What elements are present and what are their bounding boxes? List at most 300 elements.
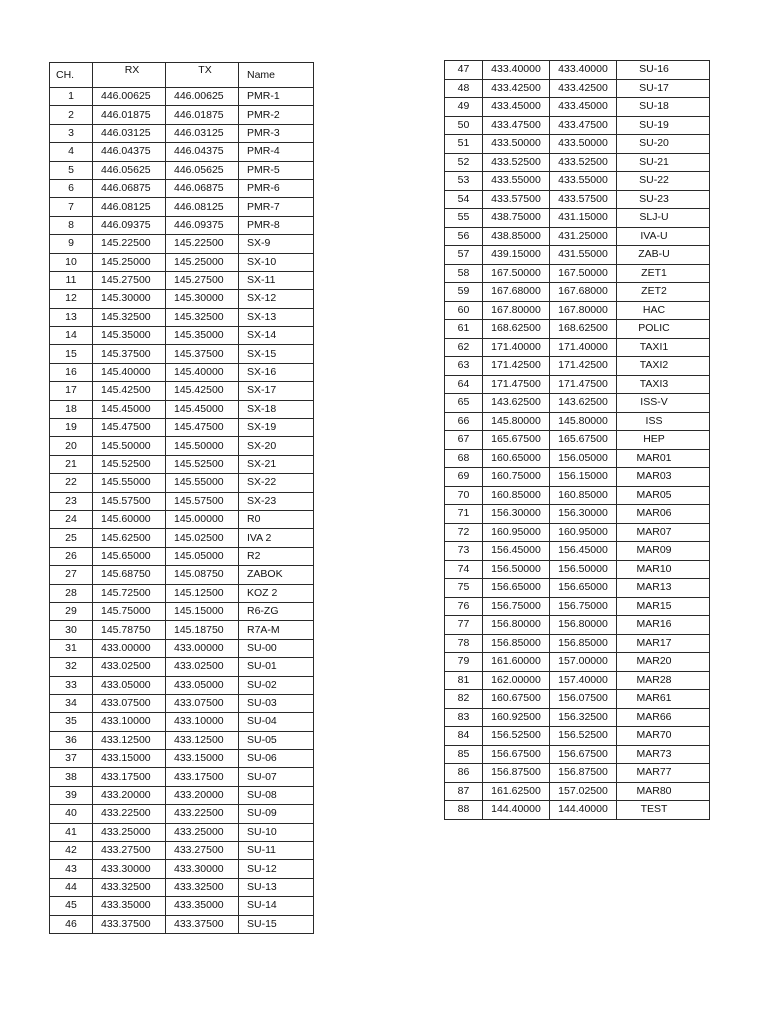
tx-cell: 145.27500 <box>166 271 239 289</box>
name-cell: SX-21 <box>239 455 314 473</box>
rx-cell: 433.02500 <box>93 658 166 676</box>
rx-cell: 156.45000 <box>483 542 550 561</box>
tx-cell: 433.35000 <box>166 897 239 915</box>
name-cell: SX-23 <box>239 492 314 510</box>
rx-cell: 433.17500 <box>93 768 166 786</box>
table-row <box>445 579 710 598</box>
rx-cell: 145.57500 <box>93 492 166 510</box>
tx-cell: 157.02500 <box>550 782 617 801</box>
table-row <box>445 246 710 265</box>
channel-cell: 28 <box>50 584 93 602</box>
channel-cell: 4 <box>50 143 93 161</box>
rx-cell: 145.25000 <box>93 253 166 271</box>
tx-cell: 433.15000 <box>166 750 239 768</box>
name-cell: MAR15 <box>617 597 710 616</box>
table-row <box>50 860 314 878</box>
channel-cell: 57 <box>445 246 483 265</box>
tx-cell: 145.45000 <box>166 400 239 418</box>
rx-cell: 160.92500 <box>483 708 550 727</box>
channel-cell: 9 <box>50 235 93 253</box>
name-cell: MAR09 <box>617 542 710 561</box>
table-row <box>50 621 314 639</box>
name-cell: MAR77 <box>617 764 710 783</box>
rx-cell: 145.32500 <box>93 308 166 326</box>
tx-cell: 433.37500 <box>166 915 239 933</box>
rx-cell: 171.47500 <box>483 375 550 394</box>
tx-cell: 446.03125 <box>166 124 239 142</box>
tx-cell: 144.40000 <box>550 801 617 820</box>
rx-cell: 145.52500 <box>93 455 166 473</box>
tx-cell: 156.45000 <box>550 542 617 561</box>
table-row <box>50 290 314 308</box>
name-cell: R0 <box>239 510 314 528</box>
channel-cell: 71 <box>445 505 483 524</box>
name-cell: MAR20 <box>617 653 710 672</box>
table-row <box>445 98 710 117</box>
tx-cell: 446.04375 <box>166 143 239 161</box>
table-row <box>445 79 710 98</box>
rx-cell: 145.80000 <box>483 412 550 431</box>
table-row <box>445 172 710 191</box>
name-cell: SX-18 <box>239 400 314 418</box>
name-cell: SX-17 <box>239 382 314 400</box>
name-cell: MAR13 <box>617 579 710 598</box>
rx-cell: 446.06875 <box>93 179 166 197</box>
channel-cell: 38 <box>50 768 93 786</box>
name-cell: SU-15 <box>239 915 314 933</box>
rx-cell: 161.60000 <box>483 653 550 672</box>
name-cell: R2 <box>239 547 314 565</box>
channel-cell: 70 <box>445 486 483 505</box>
table-row <box>445 634 710 653</box>
name-cell: SU-11 <box>239 842 314 860</box>
table-row <box>50 529 314 547</box>
table-row <box>445 190 710 209</box>
tx-cell: 433.45000 <box>550 98 617 117</box>
channel-cell: 3 <box>50 124 93 142</box>
name-cell: PMR-1 <box>239 88 314 106</box>
channel-cell: 26 <box>50 547 93 565</box>
table-row <box>50 400 314 418</box>
channel-cell: 49 <box>445 98 483 117</box>
rx-cell: 145.30000 <box>93 290 166 308</box>
table-row <box>50 823 314 841</box>
tx-cell: 145.52500 <box>166 455 239 473</box>
tx-cell: 145.25000 <box>166 253 239 271</box>
rx-cell: 433.47500 <box>483 116 550 135</box>
channel-cell: 44 <box>50 878 93 896</box>
table-row <box>50 713 314 731</box>
table-row <box>50 897 314 915</box>
rx-cell: 433.27500 <box>93 842 166 860</box>
rx-cell: 433.25000 <box>93 823 166 841</box>
rx-cell: 145.72500 <box>93 584 166 602</box>
tx-cell: 167.68000 <box>550 283 617 302</box>
channel-cell: 81 <box>445 671 483 690</box>
name-cell: SX-15 <box>239 345 314 363</box>
channel-cell: 11 <box>50 271 93 289</box>
table-row <box>445 394 710 413</box>
rx-cell: 433.12500 <box>93 731 166 749</box>
header-name: Name <box>239 63 314 88</box>
name-cell: IVA-U <box>617 227 710 246</box>
rx-cell: 145.42500 <box>93 382 166 400</box>
table-row <box>445 560 710 579</box>
rx-cell: 143.62500 <box>483 394 550 413</box>
table-row <box>50 143 314 161</box>
tx-cell: 145.55000 <box>166 474 239 492</box>
channel-cell: 35 <box>50 713 93 731</box>
rx-cell: 433.20000 <box>93 786 166 804</box>
table-row <box>50 510 314 528</box>
table-row <box>50 878 314 896</box>
name-cell: TAXI3 <box>617 375 710 394</box>
channel-cell: 21 <box>50 455 93 473</box>
tx-cell: 433.02500 <box>166 658 239 676</box>
tx-cell: 433.25000 <box>166 823 239 841</box>
tx-cell: 157.40000 <box>550 671 617 690</box>
name-cell: SU-09 <box>239 805 314 823</box>
name-cell: SU-23 <box>617 190 710 209</box>
tx-cell: 145.12500 <box>166 584 239 602</box>
channel-cell: 29 <box>50 602 93 620</box>
rx-cell: 145.75000 <box>93 602 166 620</box>
table-row <box>50 179 314 197</box>
name-cell: ZAB-U <box>617 246 710 265</box>
name-cell: SX-12 <box>239 290 314 308</box>
rx-cell: 433.32500 <box>93 878 166 896</box>
tx-cell: 446.00625 <box>166 88 239 106</box>
channel-cell: 50 <box>445 116 483 135</box>
channel-cell: 58 <box>445 264 483 283</box>
rx-cell: 433.35000 <box>93 897 166 915</box>
channel-cell: 72 <box>445 523 483 542</box>
channel-cell: 24 <box>50 510 93 528</box>
rx-cell: 165.67500 <box>483 431 550 450</box>
channel-cell: 30 <box>50 621 93 639</box>
rx-cell: 433.22500 <box>93 805 166 823</box>
rx-cell: 446.03125 <box>93 124 166 142</box>
tx-cell: 446.05625 <box>166 161 239 179</box>
rx-cell: 433.30000 <box>93 860 166 878</box>
name-cell: MAR01 <box>617 449 710 468</box>
table-row <box>50 768 314 786</box>
tx-cell: 156.75000 <box>550 597 617 616</box>
tx-cell: 156.07500 <box>550 690 617 709</box>
rx-cell: 145.60000 <box>93 510 166 528</box>
rx-cell: 145.78750 <box>93 621 166 639</box>
channel-cell: 27 <box>50 566 93 584</box>
channel-cell: 76 <box>445 597 483 616</box>
tx-cell: 145.80000 <box>550 412 617 431</box>
channel-cell: 23 <box>50 492 93 510</box>
table-row <box>445 357 710 376</box>
channel-cell: 73 <box>445 542 483 561</box>
channel-cell: 43 <box>50 860 93 878</box>
table-row <box>445 153 710 172</box>
table-row <box>50 547 314 565</box>
channel-cell: 68 <box>445 449 483 468</box>
header-tx: TX <box>166 63 239 88</box>
tx-cell: 171.40000 <box>550 338 617 357</box>
rx-cell: 167.50000 <box>483 264 550 283</box>
table-row <box>50 602 314 620</box>
name-cell: SU-16 <box>617 61 710 80</box>
table-row <box>445 468 710 487</box>
table-row <box>445 320 710 339</box>
name-cell: SU-17 <box>617 79 710 98</box>
rx-cell: 433.57500 <box>483 190 550 209</box>
channel-cell: 19 <box>50 419 93 437</box>
table-row <box>50 124 314 142</box>
rx-cell: 433.55000 <box>483 172 550 191</box>
channel-cell: 66 <box>445 412 483 431</box>
name-cell: SU-14 <box>239 897 314 915</box>
channel-table-left <box>49 62 314 934</box>
tx-cell: 156.65000 <box>550 579 617 598</box>
tx-cell: 167.80000 <box>550 301 617 320</box>
table-header-row <box>50 63 314 88</box>
tx-cell: 145.05000 <box>166 547 239 565</box>
rx-cell: 433.05000 <box>93 676 166 694</box>
name-cell: ZET2 <box>617 283 710 302</box>
rx-cell: 160.67500 <box>483 690 550 709</box>
channel-cell: 84 <box>445 727 483 746</box>
rx-cell: 171.40000 <box>483 338 550 357</box>
rx-cell: 156.75000 <box>483 597 550 616</box>
channel-cell: 42 <box>50 842 93 860</box>
name-cell: SX-20 <box>239 437 314 455</box>
name-cell: SX-10 <box>239 253 314 271</box>
rx-cell: 145.55000 <box>93 474 166 492</box>
channel-cell: 67 <box>445 431 483 450</box>
table-row <box>50 345 314 363</box>
name-cell: PMR-8 <box>239 216 314 234</box>
tx-cell: 145.37500 <box>166 345 239 363</box>
tx-cell: 433.22500 <box>166 805 239 823</box>
tx-cell: 446.08125 <box>166 198 239 216</box>
channel-cell: 40 <box>50 805 93 823</box>
rx-cell: 438.85000 <box>483 227 550 246</box>
channel-cell: 33 <box>50 676 93 694</box>
tx-cell: 156.30000 <box>550 505 617 524</box>
name-cell: SU-13 <box>239 878 314 896</box>
table-row <box>50 750 314 768</box>
rx-cell: 433.10000 <box>93 713 166 731</box>
name-cell: IVA 2 <box>239 529 314 547</box>
channel-cell: 6 <box>50 179 93 197</box>
table-row <box>50 419 314 437</box>
channel-cell: 8 <box>50 216 93 234</box>
table-row <box>445 283 710 302</box>
name-cell: PMR-2 <box>239 106 314 124</box>
rx-cell: 433.52500 <box>483 153 550 172</box>
channel-cell: 54 <box>445 190 483 209</box>
tx-cell: 171.42500 <box>550 357 617 376</box>
channel-cell: 37 <box>50 750 93 768</box>
rx-cell: 145.40000 <box>93 363 166 381</box>
rx-cell: 446.00625 <box>93 88 166 106</box>
name-cell: PMR-4 <box>239 143 314 161</box>
name-cell: SU-20 <box>617 135 710 154</box>
table-row <box>50 584 314 602</box>
tx-cell: 433.07500 <box>166 694 239 712</box>
channel-cell: 12 <box>50 290 93 308</box>
name-cell: MAR03 <box>617 468 710 487</box>
rx-cell: 145.35000 <box>93 327 166 345</box>
table-row <box>50 106 314 124</box>
tx-cell: 145.08750 <box>166 566 239 584</box>
table-row <box>50 235 314 253</box>
tx-cell: 156.32500 <box>550 708 617 727</box>
channel-cell: 79 <box>445 653 483 672</box>
table-row <box>445 264 710 283</box>
name-cell: MAR73 <box>617 745 710 764</box>
name-cell: KOZ 2 <box>239 584 314 602</box>
tx-cell: 433.52500 <box>550 153 617 172</box>
channel-cell: 17 <box>50 382 93 400</box>
rx-cell: 446.01875 <box>93 106 166 124</box>
table-row <box>445 412 710 431</box>
table-row <box>50 455 314 473</box>
name-cell: MAR17 <box>617 634 710 653</box>
rx-cell: 145.62500 <box>93 529 166 547</box>
channel-cell: 83 <box>445 708 483 727</box>
rx-cell: 171.42500 <box>483 357 550 376</box>
tx-cell: 446.06875 <box>166 179 239 197</box>
table-row <box>50 566 314 584</box>
name-cell: HEP <box>617 431 710 450</box>
tx-cell: 433.10000 <box>166 713 239 731</box>
channel-cell: 20 <box>50 437 93 455</box>
channel-cell: 63 <box>445 357 483 376</box>
tx-cell: 446.01875 <box>166 106 239 124</box>
table-row <box>50 271 314 289</box>
tx-cell: 433.17500 <box>166 768 239 786</box>
name-cell: SU-19 <box>617 116 710 135</box>
channel-cell: 31 <box>50 639 93 657</box>
tx-cell: 145.02500 <box>166 529 239 547</box>
channel-cell: 85 <box>445 745 483 764</box>
tx-cell: 433.32500 <box>166 878 239 896</box>
rx-cell: 433.07500 <box>93 694 166 712</box>
rx-cell: 439.15000 <box>483 246 550 265</box>
tx-cell: 433.50000 <box>550 135 617 154</box>
rx-cell: 156.85000 <box>483 634 550 653</box>
tx-cell: 431.55000 <box>550 246 617 265</box>
name-cell: POLIC <box>617 320 710 339</box>
table-row <box>445 616 710 635</box>
table-row <box>445 671 710 690</box>
tx-cell: 171.47500 <box>550 375 617 394</box>
tx-cell: 157.00000 <box>550 653 617 672</box>
tx-cell: 433.12500 <box>166 731 239 749</box>
tx-cell: 145.57500 <box>166 492 239 510</box>
tx-cell: 145.00000 <box>166 510 239 528</box>
rx-cell: 156.87500 <box>483 764 550 783</box>
tx-cell: 145.47500 <box>166 419 239 437</box>
tx-cell: 433.30000 <box>166 860 239 878</box>
header-ch: CH. <box>50 63 93 88</box>
tx-cell: 145.30000 <box>166 290 239 308</box>
table-row <box>50 437 314 455</box>
rx-cell: 433.40000 <box>483 61 550 80</box>
rx-cell: 433.42500 <box>483 79 550 98</box>
table-row <box>445 708 710 727</box>
channel-cell: 5 <box>50 161 93 179</box>
table-row <box>50 676 314 694</box>
name-cell: SX-11 <box>239 271 314 289</box>
name-cell: R6-ZG <box>239 602 314 620</box>
channel-cell: 14 <box>50 327 93 345</box>
tx-cell: 145.42500 <box>166 382 239 400</box>
tx-cell: 156.87500 <box>550 764 617 783</box>
table-row <box>50 492 314 510</box>
rx-cell: 433.50000 <box>483 135 550 154</box>
channel-cell: 62 <box>445 338 483 357</box>
channel-cell: 41 <box>50 823 93 841</box>
tx-cell: 433.40000 <box>550 61 617 80</box>
table-row <box>50 915 314 933</box>
name-cell: MAR05 <box>617 486 710 505</box>
rx-cell: 145.50000 <box>93 437 166 455</box>
name-cell: SX-22 <box>239 474 314 492</box>
rx-cell: 145.65000 <box>93 547 166 565</box>
table-row <box>50 842 314 860</box>
tx-cell: 431.25000 <box>550 227 617 246</box>
channel-cell: 56 <box>445 227 483 246</box>
table-row <box>50 658 314 676</box>
table-row <box>50 161 314 179</box>
tx-cell: 431.15000 <box>550 209 617 228</box>
tx-cell: 160.95000 <box>550 523 617 542</box>
name-cell: MAR70 <box>617 727 710 746</box>
tx-cell: 145.50000 <box>166 437 239 455</box>
tx-cell: 156.52500 <box>550 727 617 746</box>
rx-cell: 145.68750 <box>93 566 166 584</box>
name-cell: SU-01 <box>239 658 314 676</box>
table-row <box>445 135 710 154</box>
name-cell: TAXI2 <box>617 357 710 376</box>
tx-cell: 433.20000 <box>166 786 239 804</box>
tx-cell: 145.40000 <box>166 363 239 381</box>
table-row <box>445 505 710 524</box>
channel-cell: 74 <box>445 560 483 579</box>
name-cell: SU-08 <box>239 786 314 804</box>
name-cell: PMR-3 <box>239 124 314 142</box>
name-cell: MAR10 <box>617 560 710 579</box>
tx-cell: 156.15000 <box>550 468 617 487</box>
rx-cell: 161.62500 <box>483 782 550 801</box>
table-row <box>50 731 314 749</box>
channel-cell: 61 <box>445 320 483 339</box>
table-row <box>50 639 314 657</box>
channel-cell: 34 <box>50 694 93 712</box>
name-cell: MAR07 <box>617 523 710 542</box>
name-cell: SLJ-U <box>617 209 710 228</box>
table-row <box>50 308 314 326</box>
name-cell: SU-03 <box>239 694 314 712</box>
rx-cell: 145.47500 <box>93 419 166 437</box>
channel-cell: 55 <box>445 209 483 228</box>
tx-cell: 168.62500 <box>550 320 617 339</box>
rx-cell: 144.40000 <box>483 801 550 820</box>
channel-cell: 87 <box>445 782 483 801</box>
channel-cell: 25 <box>50 529 93 547</box>
tx-cell: 145.32500 <box>166 308 239 326</box>
header-rx: RX <box>93 63 166 88</box>
name-cell: SU-00 <box>239 639 314 657</box>
